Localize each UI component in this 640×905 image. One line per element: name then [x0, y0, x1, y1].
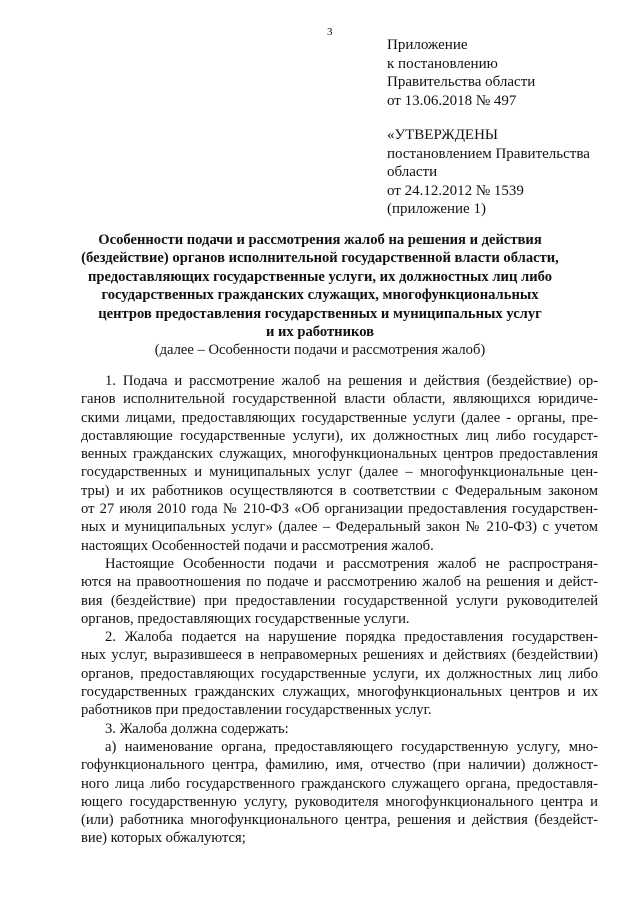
approved-line: от 24.12.2012 № 1539 — [387, 182, 524, 199]
paragraph-1 — [81, 372, 598, 555]
body-line: 1. Подача и рассмотрение жалоб на решения и действия (бездействие) ор- — [105, 373, 598, 389]
body-line: Настоящие Особенности подачи и рассмотрения жалоб не распространя- — [105, 555, 598, 572]
body-line: ного лица либо государственного гражданского служащего органа, предоставля- — [81, 775, 598, 792]
title-line: Особенности подачи и рассмотрения жалоб на решения и действия — [98, 232, 542, 248]
title-line: предоставляющих государственные услуги, их должностных лиц либо — [87, 268, 553, 285]
body-line: работников при предоставлении государственных услуг. — [81, 702, 432, 719]
document-title — [80, 231, 560, 360]
body-line: ных услуг, выразившееся в неправомерных решениях и действиях (бездействии) — [81, 647, 598, 664]
title-line: центров предоставления государственных и муниципальных услуг — [98, 305, 542, 322]
body-line: 2. Жалоба подается на нарушение порядка предоставления государствен- — [105, 629, 598, 646]
body-line: доставляющие государственные услуги), их должностных лиц либо государст- — [81, 427, 598, 444]
appendix-line: Правительства области — [387, 74, 536, 91]
body-line: венных гражданских служащих, многофункциональных центров предоставления — [81, 446, 598, 463]
approved-line: постановлением Правительства — [387, 145, 590, 162]
approved-header — [387, 126, 590, 219]
body-line: ются на правоотношения по подаче и рассмотрению жалоб на решения и дейст- — [81, 574, 598, 591]
body-line: вие) которых обжалуются; — [81, 830, 246, 847]
approved-line: «УТВЕРЖДЕНЫ — [387, 127, 499, 143]
body-line: ганов исполнительной государственной власти области, являющихся юридиче- — [81, 391, 598, 408]
body-line: скими лицами, предоставляющих государственные услуги (далее - органы, пре- — [81, 409, 598, 426]
approved-line: области — [387, 164, 438, 181]
body-line: ющего государственную услугу, руководителя многофункционального центра и — [81, 793, 598, 810]
appendix-line: Приложение — [387, 37, 468, 53]
body-line: гофункционального центра, фамилию, имя, отчество (при наличии) должност- — [81, 757, 598, 774]
page-number: 3 — [327, 26, 333, 38]
body-line: (или) работника многофункционального центра, решения и действия (бездейст- — [81, 812, 598, 829]
body-line: а) наименование органа, предоставляющего государственную услугу, мно- — [105, 738, 598, 755]
paragraph-2 — [81, 555, 598, 628]
paragraph-3 — [81, 628, 598, 719]
title-line: и их работников — [265, 324, 375, 341]
document-body — [81, 372, 598, 848]
paragraph-4 — [81, 720, 598, 738]
body-line: органов, предоставляющих государственные услуги. — [81, 610, 410, 627]
appendix-line: к постановлению — [387, 55, 498, 72]
title-line: государственных гражданских служащих, многофункциональных — [101, 287, 539, 304]
appendix-line: от 13.06.2018 № 497 — [387, 92, 517, 109]
body-line: государственных и муниципальных услуг (далее – многофункциональные цен- — [81, 464, 598, 481]
body-line: 3. Жалоба должна содержать: — [105, 720, 289, 737]
title-subtitle: (далее – Особенности подачи и рассмотрения жалоб) — [154, 342, 486, 359]
body-line: государственных гражданских служащих, многофункциональных центров и их — [81, 684, 598, 701]
body-line: тры) и их работников осуществляются в соответствии с Федеральным законом — [81, 482, 598, 499]
body-line: вия (бездействие) при предоставлении государственной услуги руководителей — [81, 592, 598, 609]
approved-line: (приложение 1) — [387, 201, 486, 218]
body-line: настоящих Особенностей подачи и рассмотрения жалоб. — [81, 537, 434, 554]
body-line: органов, предоставляющих государственные услуги, их должностных лиц либо — [81, 665, 598, 682]
body-line: от 27 июля 2010 года № 210-ФЗ «Об организации предоставления государствен- — [81, 501, 598, 518]
body-line: ных и муниципальных услуг» (далее – Федеральный закон № 210-ФЗ) с учетом — [81, 519, 598, 536]
paragraph-5 — [81, 738, 598, 848]
appendix-header — [387, 36, 535, 110]
title-line: (бездействие) органов исполнительной государственной власти области, — [81, 250, 559, 267]
